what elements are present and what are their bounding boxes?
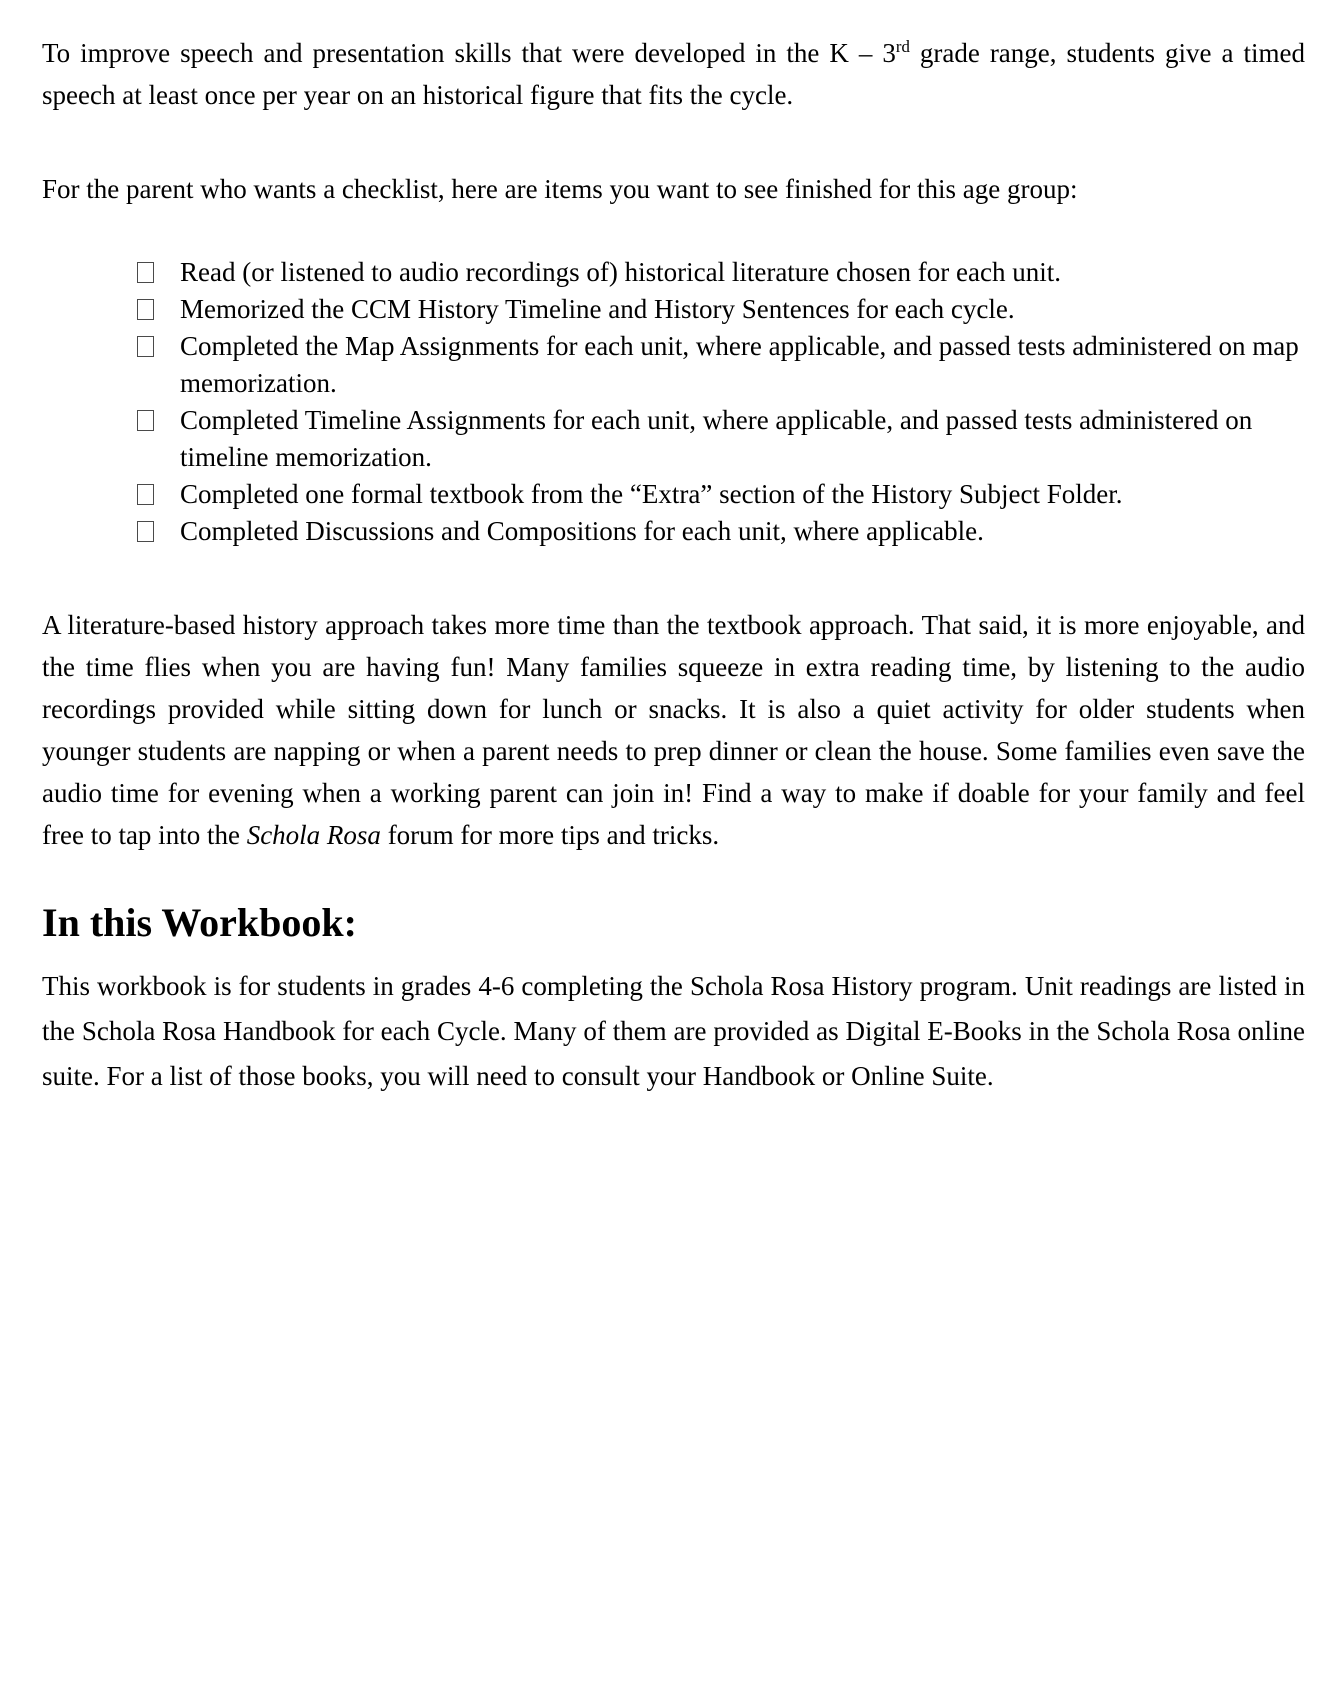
paragraph-speech-skills: [42, 32, 1305, 116]
paragraph-literature-approach-text: A literature-based history approach takes more time than the textbook approach. That said, it is more enjoyable, and the time flies when you are having fun! Many families squeeze in extra reading time, by listening to the audio recordings provided while sitting down for lunch or snacks. It is also a quiet activity for older students when younger students are napping or when a parent needs to prep dinner or clean the house. Some families even save the audio time for evening when a working parent can join in! Find a way to make if doable for your family and feel free to tap into the: [42, 610, 1305, 850]
paragraph-checklist-lead: For the parent who wants a checklist, here are items you want to see finished for this age group:: [42, 174, 1078, 204]
paragraph-speech-skills-text: To improve speech and presentation skills that were developed in the K – 3: [42, 38, 896, 68]
empty-checkbox-icon: [137, 521, 154, 542]
checklist-item-label: Completed one formal textbook from the “Extra” section of the History Subject Folder.: [180, 479, 1123, 509]
checklist-item: [137, 254, 1305, 291]
section-heading-in-this-workbook: In this Workbook:: [42, 900, 357, 945]
empty-checkbox-icon: [137, 336, 154, 357]
checklist-item: [137, 513, 1305, 550]
checklist-item-label: Completed the Map Assignments for each unit, where applicable, and passed tests administered on map memorization.: [180, 331, 1299, 398]
checklist-item-label: Memorized the CCM History Timeline and History Sentences for each cycle.: [180, 294, 1015, 324]
checklist-item-label: Completed Discussions and Compositions for each unit, where applicable.: [180, 516, 984, 546]
schola-rosa-italic: Schola Rosa: [246, 820, 381, 850]
empty-checkbox-icon: [137, 410, 154, 431]
empty-checkbox-icon: [137, 262, 154, 283]
checklist-item: [137, 476, 1305, 513]
empty-checkbox-icon: [137, 484, 154, 505]
checklist-item-label: Read (or listened to audio recordings of) historical literature chosen for each unit.: [180, 257, 1061, 287]
paragraph-literature-approach-text-cont: forum for more tips and tricks.: [380, 820, 720, 850]
empty-checkbox-icon: [137, 299, 154, 320]
ordinal-superscript: rd: [895, 37, 910, 56]
checklist-item-label: Completed Timeline Assignments for each unit, where applicable, and passed tests administered on timeline memorization.: [180, 405, 1253, 472]
checklist-item: [137, 291, 1305, 328]
checklist-item: [137, 328, 1305, 402]
parent-checklist: [137, 254, 1305, 550]
paragraph-speech-skills-text-cont: grade range, students give a timed speech at least once per year on an historical figure that fits the cycle.: [42, 38, 1305, 110]
checklist-item: [137, 402, 1305, 476]
paragraph-literature-approach: [42, 604, 1305, 856]
paragraph-workbook-description: This workbook is for students in grades 4-6 completing the Schola Rosa History program. Unit readings are listed in the Schola Rosa Handbook for each Cycle. Many of them are provided as Digital E-Books in the Schola Rosa online suite. For a list of those books, you will need to consult your Handbook or Online Suite.: [42, 971, 1305, 1091]
